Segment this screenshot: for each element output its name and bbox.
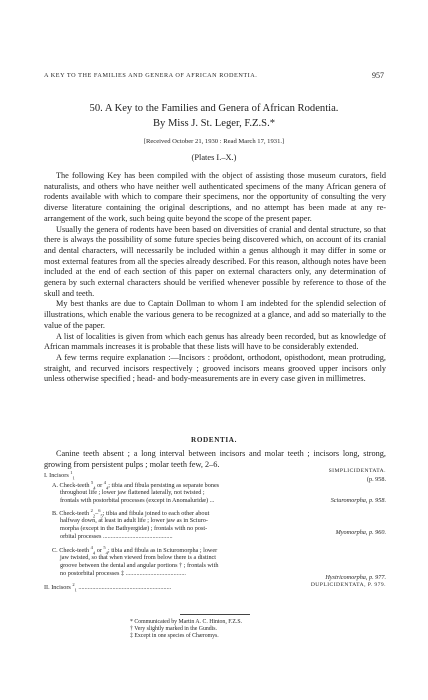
fraction-denominator: 1 xyxy=(74,587,77,593)
key-leader-dots: ............................................................ xyxy=(78,584,172,592)
fraction-denominator: 4 xyxy=(105,550,108,556)
running-head xyxy=(44,72,384,79)
plates-reference: (Plates I.–X.) xyxy=(191,153,237,162)
key-taxon-myomorpha: Myomorpha, p. 960. xyxy=(335,529,386,536)
footnote-rule xyxy=(180,614,250,615)
key-taxon-simplicidentata: SIMPLICIDENTATA. xyxy=(328,468,386,474)
key-text: jaw twisted, so that when viewed from below there is a distinct xyxy=(60,554,217,561)
key-dash: – xyxy=(95,510,99,518)
fraction-numerator: 4 xyxy=(90,545,93,550)
body-paragraph: A list of localities is given from which each genus has already been recorded, but as knowledge of African mammals increases it is probable that these lists will have to be considerably extended. xyxy=(44,331,386,352)
section-heading: RODENTIA. xyxy=(191,436,237,444)
section-intro xyxy=(44,449,386,470)
body-paragraph: The following Key has been compiled with the object of assisting those museum curators, field naturalists, and others who have neither well authenticated specimens of the many African genera of rodents available with which to compare their specimens, nor the opportunity of consulting the very diverse literature containing the original descriptions, and no attempt has been made at any re-arrangement of the work, such being quite beyond the scope of the present paper. xyxy=(44,171,386,223)
key-text: throughout life ; lower jaw flattened laterally, not twisted ; xyxy=(60,489,205,496)
key-text: orbital processes ............................................. xyxy=(60,533,173,540)
footnotes xyxy=(130,619,242,640)
fraction-numerator: 2 xyxy=(90,508,93,513)
key-text: ; tibia and fibula as in Sciuromorpha ; lower xyxy=(107,547,218,555)
received-date: [Received October 21, 1930 : Read March 17, 1931.] xyxy=(143,138,285,145)
body-paragraph: Usually the genera of rodents have been based on diversities of cranial and dental structure, so that there is always the possibility of some future species being discovered which, on account of its cranial and dental characters, will necessarily be included within a genus although it may differ in some or most external features from all the species already described. For this reason, although notes have been included at the end of each section of this paper on external characters only, any determination of genera by such external characters should be verified whenever possible by reference to those of the skull and teeth. xyxy=(44,224,386,298)
key-text: halfway down, at least in adult life ; lower jaw as in Sciuro- xyxy=(60,517,208,524)
footnote: † Very slightly marked in the Gundis. xyxy=(130,626,217,632)
key-entry-ii xyxy=(44,582,171,592)
key-or: or xyxy=(96,547,102,555)
key-taxon-hystricomorpha: Hystricomorpha, p. 977. xyxy=(325,574,386,581)
fraction-denominator: 4 xyxy=(92,550,96,556)
key-label: B. Check-teeth xyxy=(52,510,90,518)
fraction-denominator: 1 xyxy=(72,475,75,481)
key-taxon-sciuromorpha: Sciuromorpha, p. 958. xyxy=(330,497,386,504)
fraction-denominator: 5 xyxy=(100,513,103,519)
article-body xyxy=(44,171,386,385)
section-intro-text: Canine teeth absent ; a long interval between incisors and molar teeth ; incisors long, strong, growing from persistent pulps ; molar teeth few, 2–6. xyxy=(44,449,386,469)
key-label: A. Check-teeth xyxy=(52,482,90,490)
key-page-ref: (p. 958. xyxy=(366,476,386,483)
key-text: morpha (except in the Bathyergidæ) ; frontals with no post- xyxy=(60,525,208,532)
key-taxon-duplicidentata: DUPLICIDENTATA, P. 979. xyxy=(310,582,386,588)
key-text: groove between the dental and angular portions † ; frontals with xyxy=(60,562,219,569)
key-entry-i xyxy=(44,470,75,480)
key-label: II. Incisors xyxy=(44,584,71,592)
key-or: or xyxy=(97,482,103,490)
fraction-numerator: 2 xyxy=(72,582,75,587)
fraction-numerator: 1 xyxy=(70,470,73,475)
key-text: ; tibia and fibula joined to each other about xyxy=(102,510,210,518)
fraction-numerator: 5 xyxy=(103,545,106,550)
running-head-title: A KEY TO THE FAMILIES AND GENERA OF AFRICAN RODENTIA. xyxy=(44,72,258,79)
key-label: C. Check-teeth xyxy=(52,547,90,555)
key-text: ; tibia and fibula persisting as separate bones xyxy=(108,482,220,490)
key-label: I. Incisors xyxy=(44,472,69,480)
page-number: 957 xyxy=(372,71,384,80)
key-text: frontals with postorbital processes (except in Anomaluridæ) ... xyxy=(60,497,215,504)
fraction-numerator: 5 xyxy=(91,480,94,485)
body-paragraph: My best thanks are due to Captain Dollman to whom I am indebted for the splendid selection of illustrations, which enable the various genera to be recognized at a glance, and add so materially to the value of the paper. xyxy=(44,299,386,330)
key-text: no postorbital processes ‡ ....................................... xyxy=(60,570,186,577)
article-title xyxy=(40,102,388,131)
fraction-denominator: 2 xyxy=(92,513,96,519)
footnote: ‡ Except in one species of Chæromys. xyxy=(130,633,219,639)
body-paragraph: A few terms require explanation :—Incisors : proödont, orthodont, opisthodont, mean protruding, straight, and recurved incisors respectively ; grooved incisors means grooved upper incisors only unless otherwise specified ; head- and body-measurements are in every case given in millimetres. xyxy=(44,352,386,384)
fraction-numerator: 4 xyxy=(103,480,107,485)
fraction-denominator: 4 xyxy=(93,485,96,491)
fraction-numerator: 6 xyxy=(98,508,101,513)
footnote: * Communicated by Martin A. C. Hinton, F.Z.S. xyxy=(130,619,243,625)
article-author-line: By Miss J. St. Leger, F.Z.S.* xyxy=(152,117,276,129)
fraction-denominator: 4 xyxy=(106,485,109,491)
article-title-line1: 50. A Key to the Families and Genera of African Rodentia. xyxy=(89,103,339,114)
